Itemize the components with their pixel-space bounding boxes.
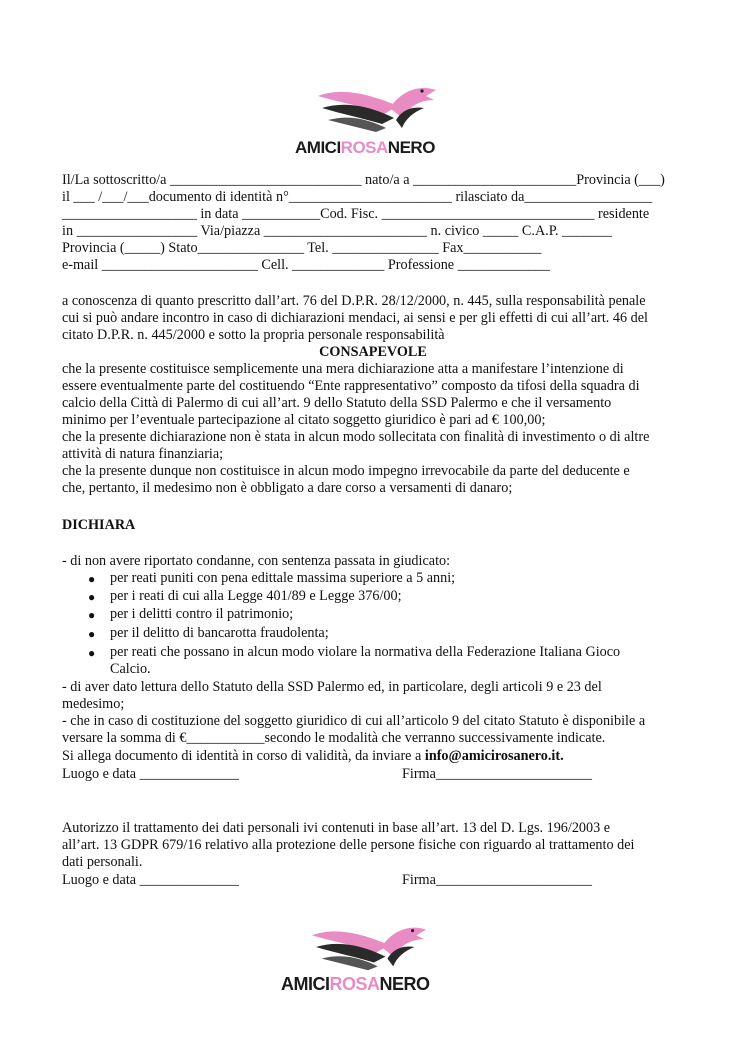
consapevole-line: attività di natura finanziaria; xyxy=(62,446,224,462)
bullet-continuation: Calcio. xyxy=(110,661,151,677)
form-line-name: Il/La sottoscritto/a ___________________________ nato/a a _______________________Provincia (___) xyxy=(62,172,665,188)
footer-logo xyxy=(277,918,467,998)
consapevole-line: che la presente costituisce semplicemente una mera dichiarazione atta a manifestare l’intenzione di xyxy=(62,361,624,377)
allega-text: Si allega documento di identità in corso di validità, da inviare a xyxy=(62,748,425,764)
bullet-item: per i delitti contro il patrimonio; xyxy=(110,606,294,622)
privacy-line: all’art. 13 GDPR 679/16 relativo alla protezione delle persone fisiche con riguardo al trattamento dei xyxy=(62,837,635,853)
consapevole-heading: CONSAPEVOLE xyxy=(319,344,427,360)
dichiara-heading: DICHIARA xyxy=(62,517,136,533)
form-line-id-document: il ___ /___/___documento di identità n°_______________________ rilasciato da__________________ xyxy=(62,189,653,205)
place-date-field: Luogo e data ______________ xyxy=(62,766,239,782)
privacy-line: dati personali. xyxy=(62,854,143,870)
consapevole-line: che, pertanto, il medesimo non è obbligato a dare corso a versamenti di danaro; xyxy=(62,480,513,496)
signature-field: Firma______________________ xyxy=(402,872,592,888)
intro-line: a conoscenza di quanto prescritto dall’art. 76 del D.P.R. 28/12/2000, n. 445, sulla responsabilità penale xyxy=(62,293,646,309)
privacy-line: Autorizzo il trattamento dei dati personali ivi contenuti in base all’art. 13 del D. Lgs. 196/2003 e xyxy=(62,820,611,836)
bullet-icon: ● xyxy=(88,572,96,586)
header-logo-wordmark: AMICIROSANERO xyxy=(295,138,435,157)
eagle-icon xyxy=(301,918,441,976)
form-line-province-phone: Provincia (_____) Stato_______________ Tel. _______________ Fax___________ xyxy=(62,240,542,256)
condanne-intro: - di non avere riportato condanne, con sentenza passata in giudicato: xyxy=(62,553,451,569)
consapevole-line: che la presente dunque non costituisce in alcun modo impegno irrevocabile da parte del deducente e xyxy=(62,463,630,479)
bullet-item: per i reati di cui alla Legge 401/89 e Legge 376/00; xyxy=(110,588,402,604)
consapevole-line: calcio della Città di Palermo di cui all’art. 9 dello Statuto della SSD Palermo e che il versamento xyxy=(62,395,612,411)
intro-line: citato D.P.R. n. 445/2000 e sotto la propria personale responsabilità xyxy=(62,327,445,343)
bullet-icon: ● xyxy=(88,590,96,604)
place-date-field: Luogo e data ______________ xyxy=(62,872,239,888)
consapevole-line: essere eventualmente parte del costituendo “Ente rappresentativo” composto da tifosi della squadra di xyxy=(62,378,640,394)
intro-line: cui si può andare incontro in caso di dichiarazioni mendaci, ai sensi e per gli effetti di cui all’art. 46 del xyxy=(62,310,648,326)
consapevole-line: che la presente dichiarazione non è stata in alcun modo sollecitata con finalità di investimento o di altre xyxy=(62,429,650,445)
allega-line xyxy=(62,748,564,765)
form-line-fiscal-code: ___________________ in data ___________Cod. Fisc. ______________________________ residente xyxy=(62,206,650,222)
bullet-icon: ● xyxy=(88,646,96,660)
contact-email: info@amicirosanero.it. xyxy=(424,748,564,764)
bullet-item: per il delitto di bancarotta fraudolenta; xyxy=(110,625,329,641)
declaration-line: - che in caso di costituzione del soggetto giuridico di cui all’articolo 9 del citato Statuto è disponibile a xyxy=(62,713,646,729)
eagle-icon xyxy=(314,78,444,138)
declaration-line: medesimo; xyxy=(62,696,125,712)
bullet-item: per reati puniti con pena edittale massima superiore a 5 anni; xyxy=(110,570,456,586)
declaration-line: - di aver dato lettura dello Statuto della SSD Palermo ed, in particolare, degli articoli 9 e 23 del xyxy=(62,679,602,695)
bullet-icon: ● xyxy=(88,627,96,641)
consapevole-line: minimo per l’eventuale partecipazione al citato soggetto giuridico è pari ad € 100,00; xyxy=(62,412,546,428)
form-line-address: in _________________ Via/piazza _______________________ n. civico _____ C.A.P. _______ xyxy=(62,223,612,239)
form-line-email: e-mail ______________________ Cell. _____________ Professione _____________ xyxy=(62,257,550,273)
bullet-item: per reati che possano in alcun modo violare la normativa della Federazione Italiana Gioco xyxy=(110,644,621,660)
signature-field: Firma______________________ xyxy=(402,766,592,782)
footer-logo-wordmark: AMICIROSANERO xyxy=(281,974,430,994)
declaration-line: versare la somma di €___________secondo le modalità che verranno successivamente indicate. xyxy=(62,730,606,746)
header-logo xyxy=(290,78,460,158)
bullet-icon: ● xyxy=(88,608,96,622)
